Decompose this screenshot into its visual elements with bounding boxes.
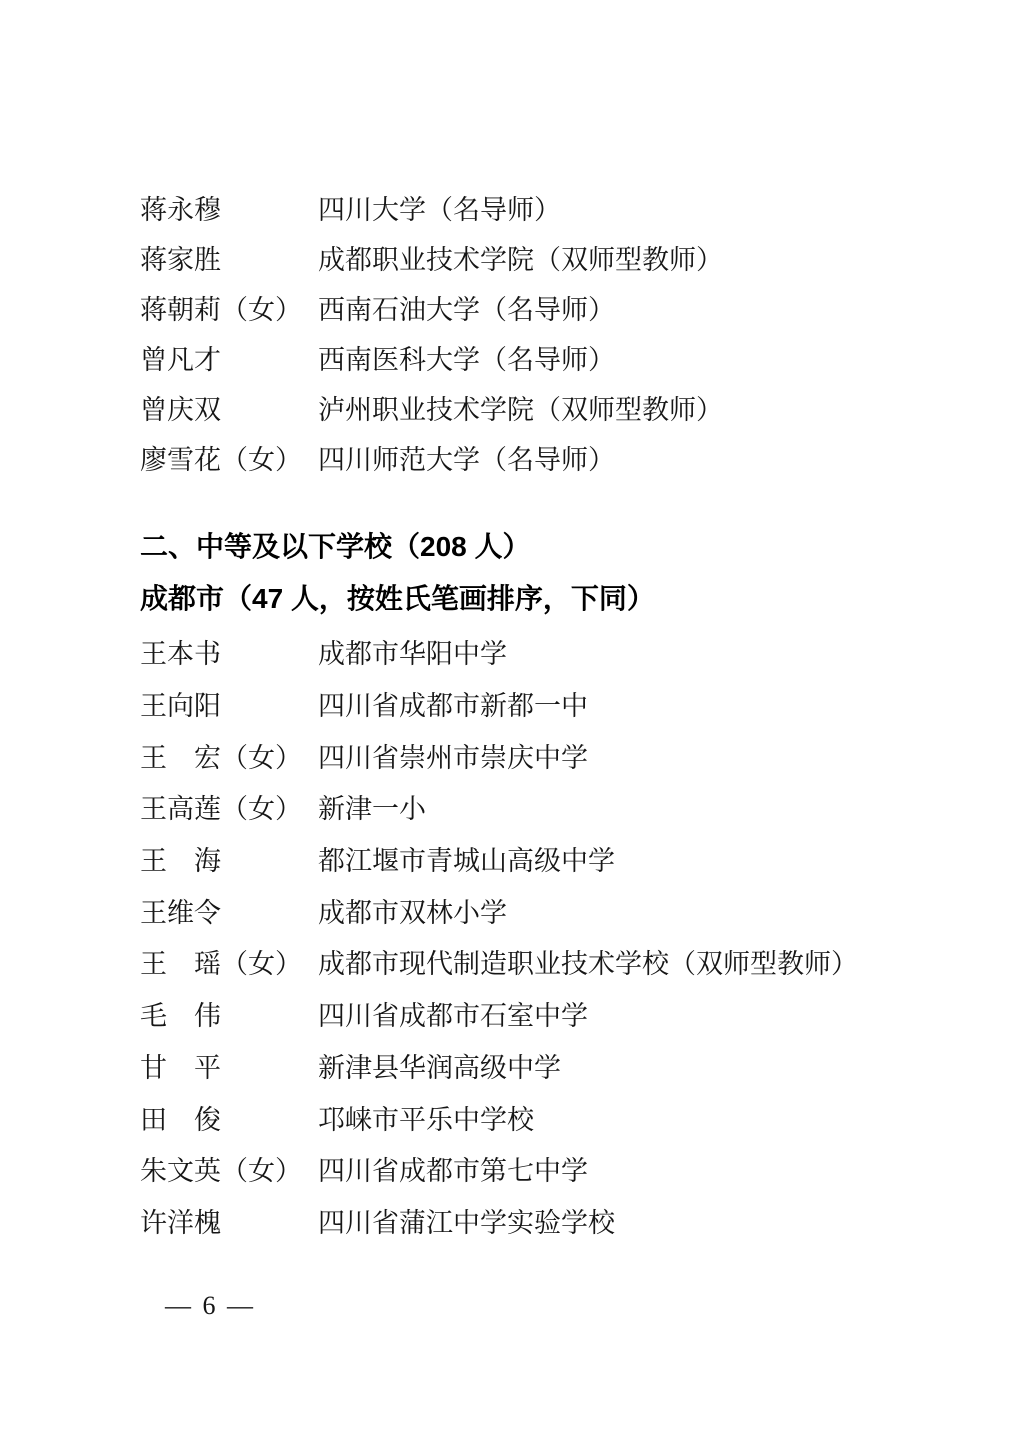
section-heading: 二、中等及以下学校（208 人）: [140, 531, 531, 562]
person-affiliation: 成都市现代制造职业技术学校（双师型教师）: [318, 949, 858, 980]
secondary-roster: [0, 625, 1024, 1249]
person-affiliation: 成都市双林小学: [318, 897, 507, 928]
roster-row: [0, 887, 1024, 939]
roster-row: [0, 939, 1024, 991]
person-name: 王本书: [140, 639, 221, 670]
person-name: 蒋朝莉（女）: [140, 294, 302, 325]
person-affiliation: 西南医科大学（名导师）: [318, 344, 615, 375]
roster-row: [0, 681, 1024, 733]
person-name: 王 宏（女）: [140, 742, 302, 773]
person-name: 曾庆双: [140, 394, 221, 425]
person-affiliation: 四川省成都市石室中学: [318, 1001, 588, 1032]
roster-row: [0, 784, 1024, 836]
roster-row: [0, 732, 1024, 784]
person-affiliation: 成都市华阳中学: [318, 639, 507, 670]
roster-row: [0, 185, 1024, 235]
person-affiliation: 成都职业技术学院（双师型教师）: [318, 244, 723, 275]
roster-row: [0, 1094, 1024, 1146]
person-name: 田 俊: [140, 1104, 221, 1135]
person-name: 廖雪花（女）: [140, 444, 302, 475]
roster-row: [0, 1043, 1024, 1095]
higher-ed-roster: [0, 0, 1024, 485]
roster-row: [0, 235, 1024, 285]
roster-row: [0, 991, 1024, 1043]
person-name: 王维令: [140, 897, 221, 928]
roster-row: [0, 836, 1024, 888]
person-name: 王向阳: [140, 691, 221, 722]
person-name: 蒋永穆: [140, 194, 221, 225]
person-name: 曾凡才: [140, 344, 221, 375]
person-affiliation: 泸州职业技术学院（双师型教师）: [318, 394, 723, 425]
roster-row: [0, 385, 1024, 435]
person-affiliation: 四川省蒲江中学实验学校: [318, 1207, 615, 1238]
person-name: 朱文英（女）: [140, 1156, 302, 1187]
roster-row: [0, 1198, 1024, 1250]
person-affiliation: 四川师范大学（名导师）: [318, 444, 615, 475]
person-name: 王高莲（女）: [140, 794, 302, 825]
person-name: 毛 伟: [140, 1001, 221, 1032]
roster-row: [0, 435, 1024, 485]
person-name: 甘 平: [140, 1052, 221, 1083]
person-affiliation: 都江堰市青城山高级中学: [318, 846, 615, 877]
roster-row: [0, 335, 1024, 385]
person-affiliation: 新津一小: [318, 794, 426, 825]
person-name: 许洋槐: [140, 1207, 221, 1238]
person-name: 王 瑶（女）: [140, 949, 302, 980]
person-affiliation: 邛崃市平乐中学校: [318, 1104, 534, 1135]
person-affiliation: 四川省成都市第七中学: [318, 1156, 588, 1187]
roster-row: [0, 285, 1024, 335]
person-affiliation: 新津县华润高级中学: [318, 1052, 561, 1083]
roster-row: [0, 629, 1024, 681]
person-affiliation: 四川省成都市新都一中: [318, 691, 588, 722]
person-affiliation: 四川省崇州市崇庆中学: [318, 742, 588, 773]
person-affiliation: 西南石油大学（名导师）: [318, 294, 615, 325]
person-name: 王 海: [140, 846, 221, 877]
city-subheading: 成都市（47 人，按姓氏笔画排序，下同）: [140, 583, 655, 614]
roster-row: [0, 1146, 1024, 1198]
person-affiliation: 四川大学（名导师）: [318, 194, 561, 225]
footer-page-number: — 6 —: [165, 1291, 253, 1321]
person-name: 蒋家胜: [140, 244, 221, 275]
